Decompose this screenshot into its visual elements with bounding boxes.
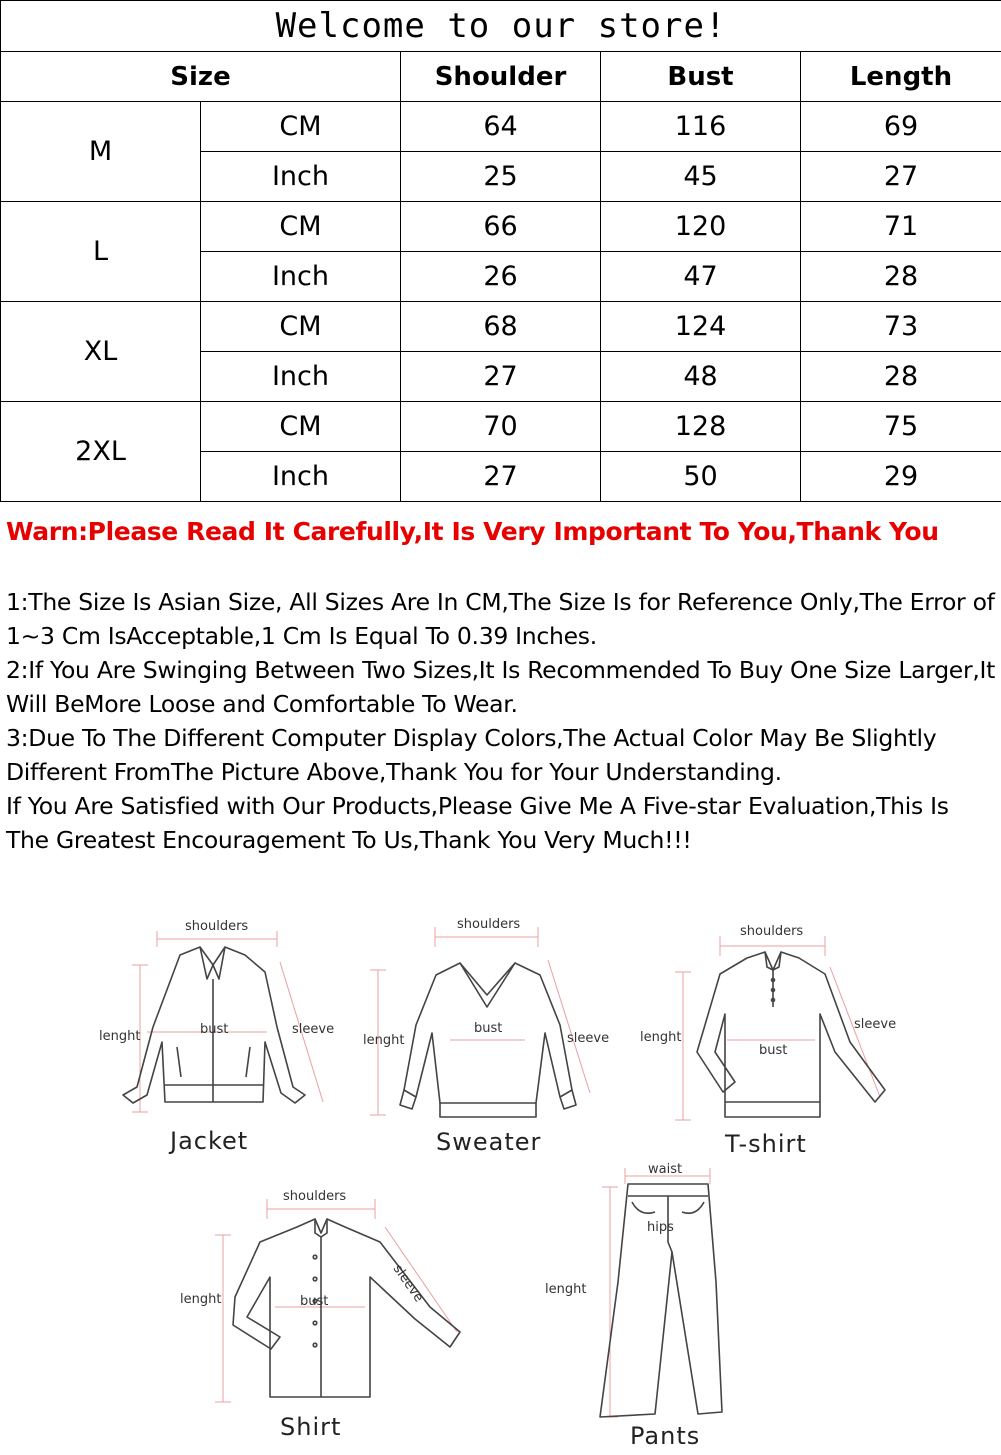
shoulder-value: 27 [401,352,601,402]
jacket-diagram [95,917,355,1167]
shoulder-value: 68 [401,302,601,352]
pants-waist-label: waist [648,1162,683,1177]
bust-value: 48 [601,352,801,402]
size-label: 2XL [1,402,201,502]
length-value: 28 [801,352,1001,402]
shirt-shoulders-label: shoulders [283,1189,347,1204]
tshirt-sleeve-label: sleeve [854,1017,897,1032]
shoulder-value: 25 [401,152,601,202]
length-value: 69 [801,102,1001,152]
sweater-length-label: lenght [363,1033,405,1048]
table-row [1,202,1001,252]
shirt-caption: Shirt [280,1413,342,1441]
pants-hips-label: hips [647,1220,674,1235]
length-value: 29 [801,452,1001,502]
size-label: L [1,202,201,302]
unit-cell: CM [201,402,401,452]
table-row [1,402,1001,452]
shoulder-value: 27 [401,452,601,502]
length-value: 27 [801,152,1001,202]
tshirt-bust-label: bust [759,1043,788,1058]
bust-value: 45 [601,152,801,202]
jacket-sleeve-label: sleeve [292,1022,335,1037]
note-4: If You Are Satisfied with Our Products,Please Give Me A Five-star Evaluation,This Is The Greatest Encouragement To Us,Thank You Very Much!!! [6,792,949,854]
bust-value: 50 [601,452,801,502]
shoulder-value: 26 [401,252,601,302]
note-1: 1:The Size Is Asian Size, All Sizes Are In CM,The Size Is for Reference Only,The Error of 1~3 Cm IsAcceptable,1 Cm Is Equal To 0.39 Inches. [6,588,995,650]
shoulder-value: 64 [401,102,601,152]
sweater-shoulders-label: shoulders [457,917,521,932]
bust-value: 124 [601,302,801,352]
length-value: 71 [801,202,1001,252]
bust-value: 116 [601,102,801,152]
header-shoulder: Shoulder [401,52,601,102]
shoulder-value: 66 [401,202,601,252]
bust-value: 128 [601,402,801,452]
tshirt-diagram [635,922,905,1172]
sweater-bust-label: bust [474,1021,503,1036]
length-value: 28 [801,252,1001,302]
header-size: Size [1,52,401,102]
shirt-bust-label: bust [300,1294,329,1309]
unit-cell: Inch [201,252,401,302]
unit-cell: CM [201,302,401,352]
bust-value: 120 [601,202,801,252]
table-row [1,302,1001,352]
shirt-sleeve-label: sleeve [389,1262,427,1306]
tshirt-shoulders-label: shoulders [740,924,804,939]
unit-cell: CM [201,202,401,252]
header-row [1,52,1001,102]
shirt-diagram [175,1187,475,1455]
unit-cell: Inch [201,452,401,502]
shirt-length-label: lenght [180,1292,222,1307]
header-bust: Bust [601,52,801,102]
sweater-sleeve-label: sleeve [567,1031,610,1046]
unit-cell: CM [201,102,401,152]
tshirt-length-label: lenght [640,1030,682,1045]
jacket-shoulders-label: shoulders [185,919,249,934]
size-chart-table [0,0,1001,502]
note-2: 2:If You Are Swinging Between Two Sizes,It Is Recommended To Buy One Size Larger,It Will BeMore Loose and Comfortable To Wear. [6,656,996,718]
pants-caption: Pants [630,1422,701,1450]
length-value: 73 [801,302,1001,352]
tshirt-caption: T-shirt [725,1130,807,1158]
unit-cell: Inch [201,152,401,202]
jacket-length-label: lenght [99,1029,141,1044]
note-3: 3:Due To The Different Computer Display Colors,The Actual Color May Be Slightly Different FromThe Picture Above,Thank You for Your Understanding. [6,724,937,786]
pants-diagram [540,1162,760,1455]
pants-drawing [540,1162,760,1455]
store-welcome-title: Welcome to our store! [1,1,1001,52]
measurement-diagrams [0,907,1001,1455]
jacket-bust-label: bust [200,1022,229,1037]
size-label: XL [1,302,201,402]
unit-cell: Inch [201,352,401,402]
size-label: M [1,102,201,202]
shoulder-value: 70 [401,402,601,452]
sweater-diagram [360,915,620,1170]
table-row [1,102,1001,152]
length-value: 75 [801,402,1001,452]
pants-length-label: lenght [545,1282,587,1297]
header-length: Length [801,52,1001,102]
title-row [1,1,1001,52]
warning-text: Warn:Please Read It Carefully,It Is Very Important To You,Thank You [6,517,939,546]
sweater-caption: Sweater [436,1128,542,1156]
jacket-caption: Jacket [170,1127,249,1155]
notes-block [6,585,998,857]
bust-value: 47 [601,252,801,302]
